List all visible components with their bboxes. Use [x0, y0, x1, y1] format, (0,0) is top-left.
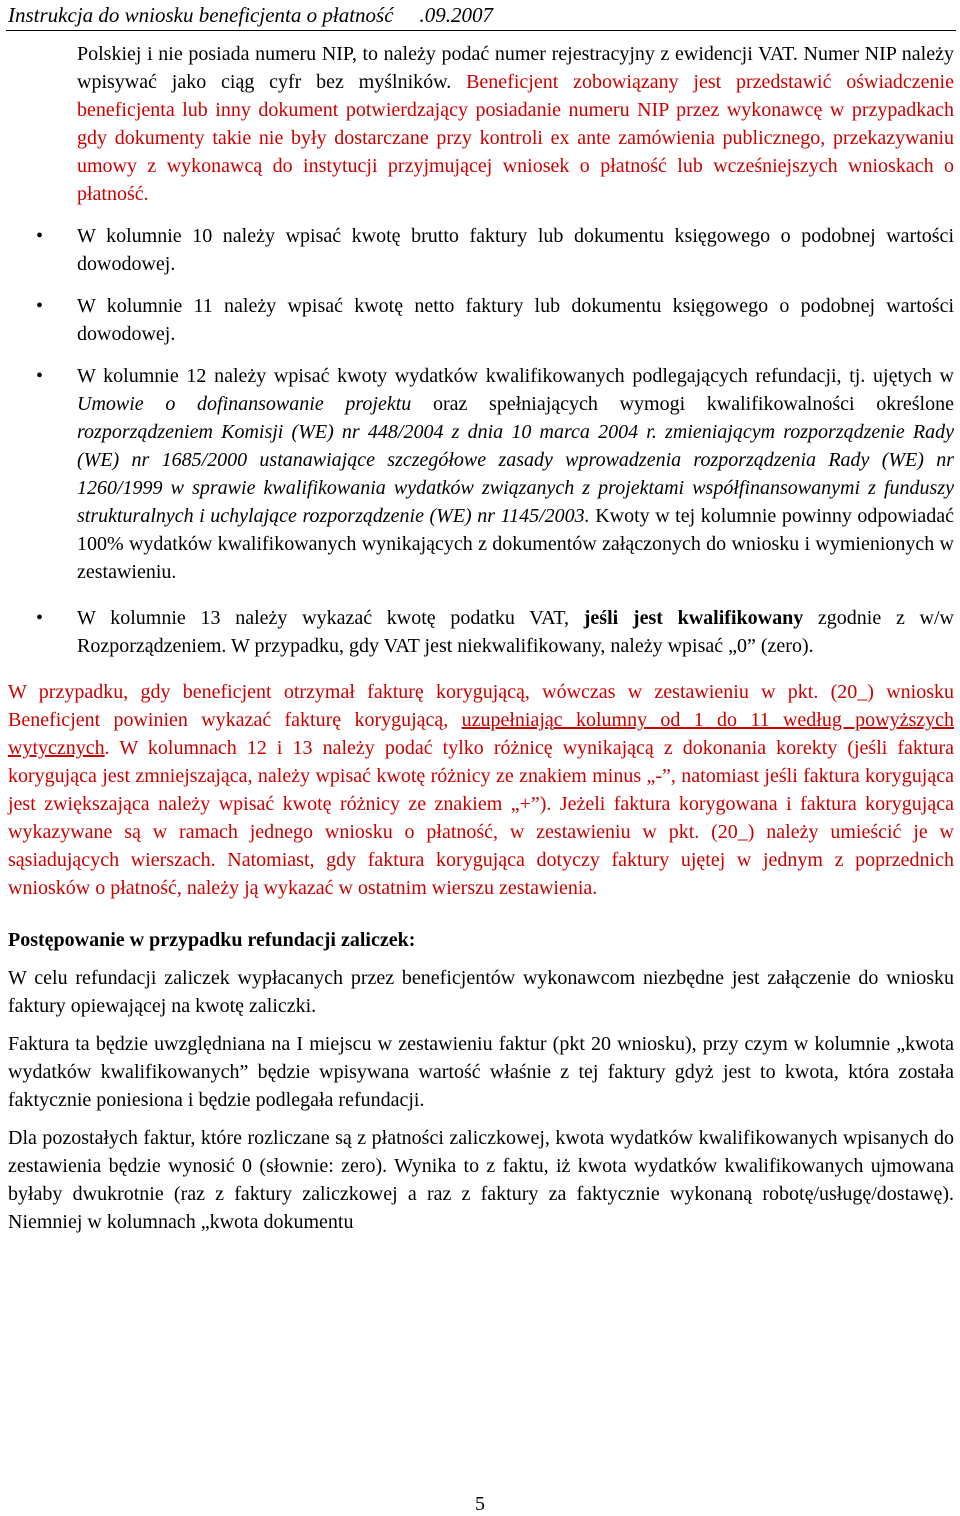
header-title: Instrukcja do wniosku beneficjenta o płatność	[8, 3, 394, 27]
bullet-icon: •	[36, 365, 44, 387]
regulation-reference: rozporządzeniem Komisji (WE) nr 448/2004 z dnia 10 marca 2004 r. zmieniającym rozporządzenie Rady (WE) nr 1685/2000 ustanawiające szczegółowe zasady wprowadzenia rozporządzenia Rady (WE) nr 1260/1999 w sprawie kwalifikowania wydatków związanych z projektami współfinansowanymi z funduszy strukturalnych i uchylające rozporządzenie (WE) nr 1145/2003.	[77, 421, 954, 527]
page-number: 5	[475, 1493, 485, 1515]
bullet-icon: •	[36, 225, 44, 247]
section-heading: Postępowanie w przypadku refundacji zaliczek:	[8, 929, 416, 951]
nip-requirement-text: Beneficjent zobowiązany jest przedstawić oświadczenie beneficjenta lub inny dokument potwierdzający posiadanie numeru NIP przez wykonawcę w przypadkach gdy dokumenty takie nie były dostarczane przy kontroli ex ante zamówienia publicznego, przekazywaniu umowy z wykonawcą do instytucji przyjmującej wniosek o płatność lub wcześniejszych wnioskach o płatność.	[77, 71, 954, 205]
bullet-icon: •	[36, 607, 44, 629]
header-divider	[6, 30, 956, 31]
agreement-reference: Umowie o dofinansowanie projektu	[77, 393, 412, 415]
advance-refund-paragraph-1: W celu refundacji zaliczek wypłacanych przez beneficjentów wykonawcom niezbędne jest załączenie do wniosku faktury opiewającej na kwotę zaliczki.	[8, 967, 954, 1017]
page-header	[8, 2, 952, 28]
list-item-column-12: • W kolumnie 12 należy wpisać kwoty wydatków kwalifikowanych podlegających refundacji, tj. ujętych w Umowie o dofinansowanie projektu oraz spełniających wymogi kwalifikowalności określone rozporządzeniem Komisji (WE) nr 448/2004 z dnia 10 marca 2004 r. zmieniającym rozporządzenie Rady (WE) nr 1685/2000 ustanawiające szczegółowe zasady wprowadzenia rozporządzenia Rady (WE) nr 1260/1999 w sprawie kwalifikowania wydatków związanych z projektami współfinansowanymi z funduszy strukturalnych i uchylające rozporządzenie (WE) nr 1145/2003. Kwoty w tej kolumnie powinny odpowiadać 100% wydatków kwalifikowanych wynikających z dokumentów załączonych do wniosku i wymienionych w zestawieniu.	[8, 362, 954, 586]
header-date: .09.2007	[419, 3, 494, 27]
correction-invoice-paragraph: W przypadku, gdy beneficjent otrzymał fakturę korygującą, wówczas w zestawieniu w pkt. (20_) wniosku Beneficjent powinien wykazać fakturę korygującą, uzupełniając kolumny od 1 do 11 według powyższych wytycznych. W kolumnach 12 i 13 należy podać tylko różnicę wynikającą z dokonania korekty (jeśli faktura korygująca jest zmniejszająca, należy wpisać kwotę różnicy ze znakiem minus „-”, natomiast jeśli faktura korygująca jest zwiększająca należy wpisać kwotę różnicy ze znakiem „+”). Jeżeli faktura korygowana i faktura korygująca wykazywane są w ramach jednego wniosku o płatność, w zestawieniu w pkt. (20_) należy umieścić je w sąsiadujących wierszach. Natomiast, gdy faktura korygująca dotyczy faktury ujętej w jednym z poprzednich wniosków o płatność, należy ją wykazać w ostatnim wierszu zestawienia.	[8, 681, 954, 899]
list-item-column-10: • W kolumnie 10 należy wpisać kwotę brutto faktury lub dokumentu księgowego o podobnej wartości dowodowej.	[8, 222, 954, 278]
list-item-column-11: • W kolumnie 11 należy wpisać kwotę netto faktury lub dokumentu księgowego o podobnej wartości dowodowej.	[8, 292, 954, 348]
advance-refund-paragraph-3: Dla pozostałych faktur, które rozliczane są z płatności zaliczkowej, kwota wydatków kwalifikowanych wpisanych do zestawienia będzie wynosić 0 (słownie: zero). Wynika to z faktu, iż kwota wydatków kwalifikowanych ujmowana byłaby dwukrotnie (raz z faktury zaliczkowej a raz z faktury za faktycznie wykonaną robotę/usługę/dostawę). Niemniej w kolumnach „kwota dokumentu	[8, 1127, 954, 1233]
vat-condition-emphasis: jeśli jest kwalifikowany	[583, 607, 804, 629]
document-body	[8, 40, 954, 1236]
bullet-icon: •	[36, 295, 44, 317]
list-item-column-13: • W kolumnie 13 należy wykazać kwotę podatku VAT, jeśli jest kwalifikowany zgodnie z w/w Rozporządzeniem. W przypadku, gdy VAT jest niekwalifikowany, należy wpisać „0” (zero).	[8, 604, 954, 660]
underlined-instruction: uzupełniając kolumny od 1 do 11 według powyższych wytycznych	[8, 709, 954, 759]
advance-refund-paragraph-2: Faktura ta będzie uwzględniana na I miejscu w zestawieniu faktur (pkt 20 wniosku), przy czym w kolumnie „kwota wydatków kwalifikowanych” będzie wpisywana wartość właśnie z tej faktury gdyż jest to kwota, która została faktycznie poniesiona i będzie podlegała refundacji.	[8, 1033, 954, 1111]
paragraph-nip: Polskiej i nie posiada numeru NIP, to należy podać numer rejestracyjny z ewidencji VAT. Numer NIP należy wpisywać jako ciąg cyfr bez myślników. Beneficjent zobowiązany jest przedstawić oświadczenie beneficjenta lub inny dokument potwierdzający posiadanie numeru NIP przez wykonawcę w przypadkach gdy dokumenty takie nie były dostarczane przy kontroli ex ante zamówienia publicznego, przekazywaniu umowy z wykonawcą do instytucji przyjmującej wniosek o płatność lub wcześniejszych wnioskach o płatność.	[77, 43, 954, 205]
